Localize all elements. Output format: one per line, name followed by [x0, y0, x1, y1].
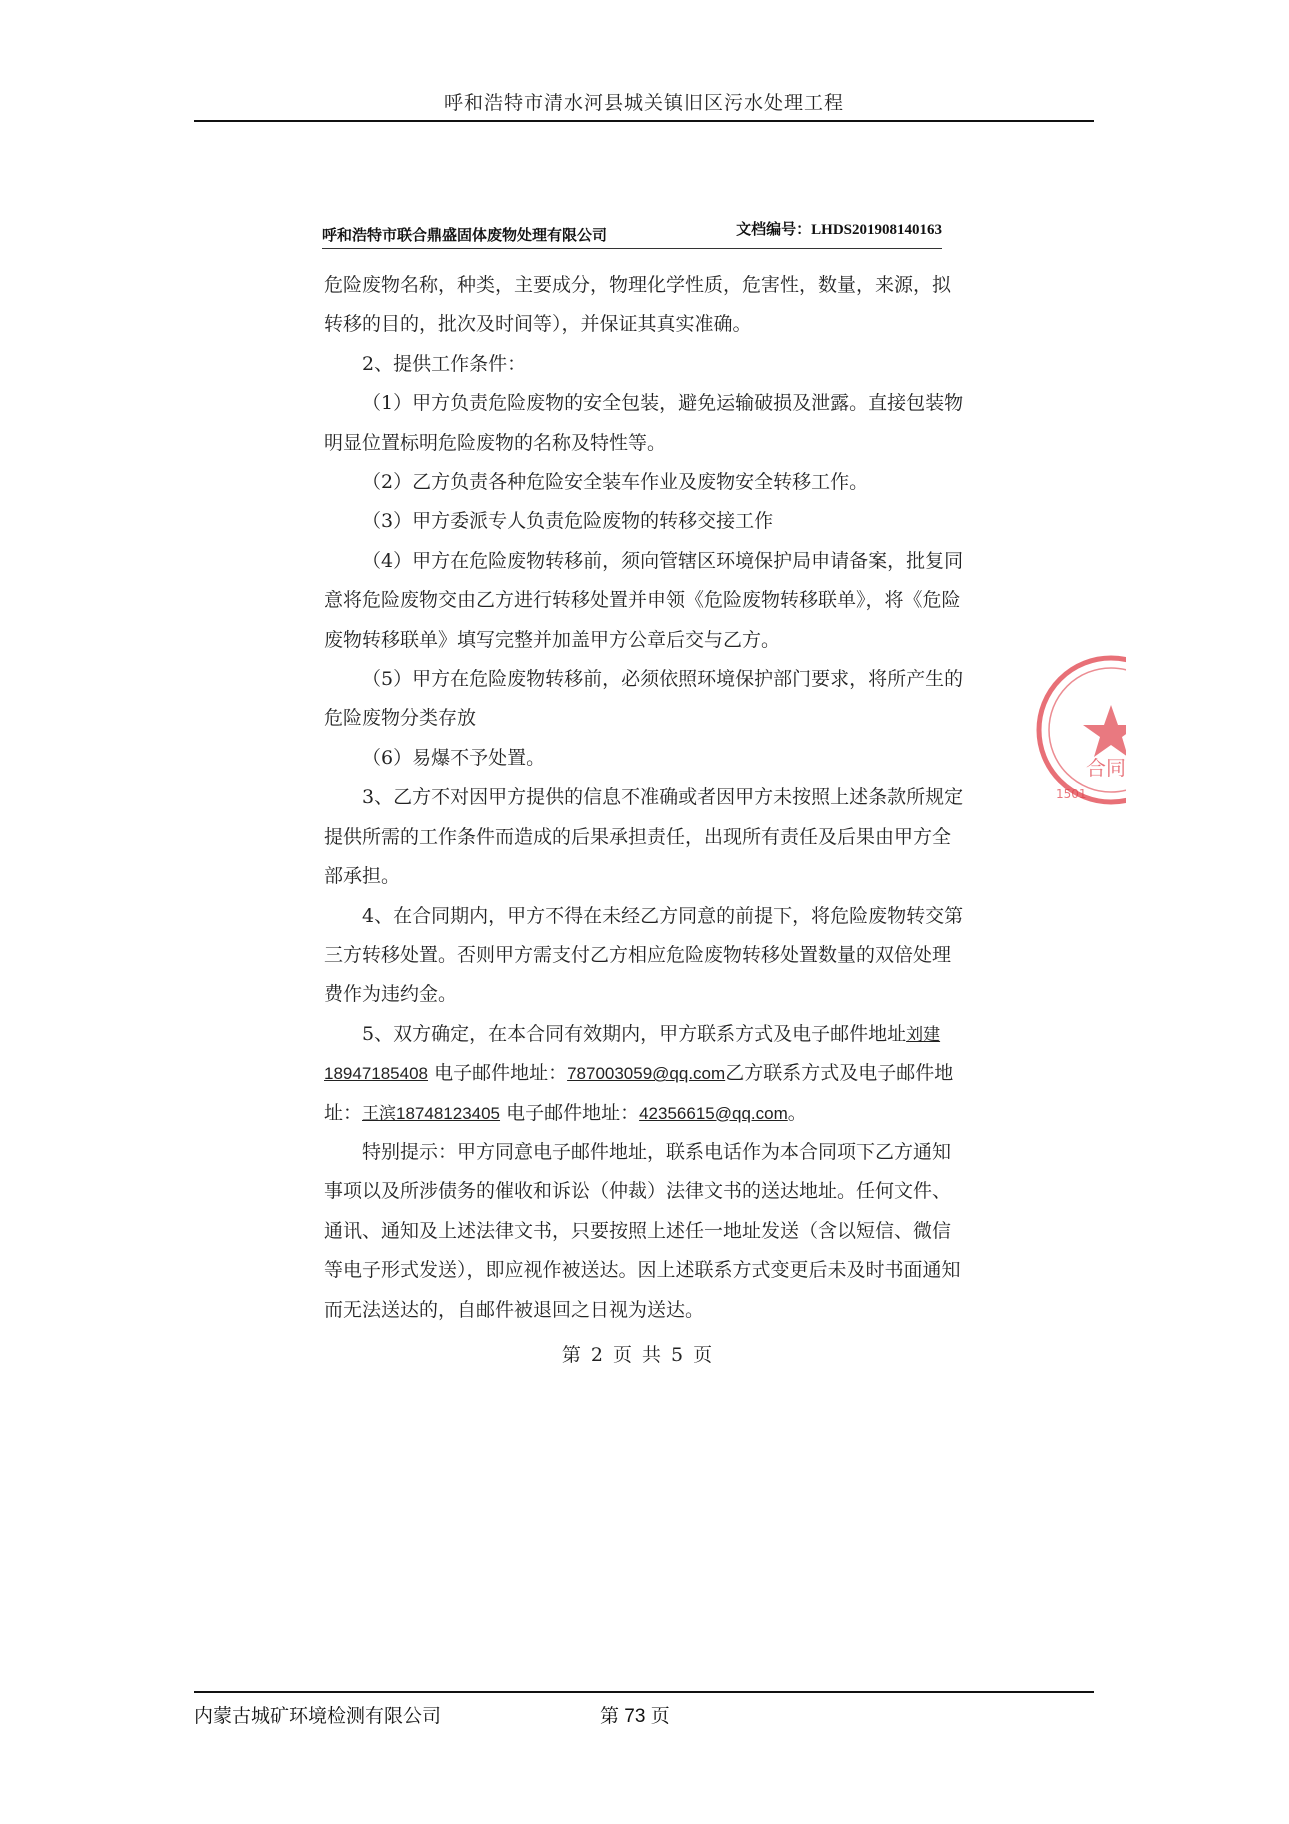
document-number-value: LHDS201908140163: [811, 222, 942, 238]
paragraph-clause-1: （1）甲方负责危险废物的安全包装，避免运输破损及泄露。直接包装物明显位置标明危险废物的名称及特性等。: [324, 392, 964, 454]
seal-star-icon: [1083, 705, 1126, 757]
contract-body: [324, 266, 964, 1330]
page-header-title: 呼和浩特市清水河县城关镇旧区污水处理工程: [443, 92, 844, 114]
document-number-label: 文档编号：: [736, 220, 812, 238]
party-b-email-label: 电子邮件地址：: [506, 1101, 640, 1124]
scan-page-indicator: 第 2 页 共 5 页: [561, 1344, 715, 1366]
footer-divider: [194, 1691, 1094, 1693]
paragraph-section-3: 3、乙方不对因甲方提供的信息不准确或者因甲方未按照上述条款所规定提供所需的工作条件而造成的后果承担责任，出现所有责任及后果由甲方全部承担。: [324, 786, 964, 888]
paragraph-clause-3: （3）甲方委派专人负责危险废物的转移交接工作: [362, 510, 774, 533]
section-5-intro: 5、双方确定，在本合同有效期内，甲方联系方式及电子邮件地址: [362, 1022, 907, 1045]
document-number: [736, 218, 942, 239]
company-seal: [1026, 650, 1126, 810]
paragraph-section-5: [324, 1015, 964, 1133]
footer-page-number: 第 73 页: [600, 1706, 670, 1727]
paragraph-clause-6: （6）易爆不予处置。: [362, 746, 546, 769]
party-b-email: 42356615@qq.com: [639, 1103, 788, 1123]
paragraph-work-conditions: 2、提供工作条件：: [362, 352, 527, 375]
party-b-contact-label: 乙方联系方式及电子邮件地址：: [324, 1062, 954, 1124]
paragraph-special-notice: 特别提示：甲方同意电子邮件地址，联系电话作为本合同项下乙方通知事项以及所涉债务的催收和诉讼（仲裁）法律文书的送达地址。任何文件、通讯、通知及上述法律文书，只要按照上述任一地址发送（含以短信、微信等电子形式发送），即应视作被送达。因上述联系方式变更后未及时书面通知而无法送达的，自邮件被退回之日视为送达。: [324, 1140, 961, 1321]
party-b-contact: 王滨18748123405: [362, 1103, 501, 1123]
seal-number: 1501: [1056, 787, 1087, 801]
paragraph-waste-info: 危险废物名称，种类，主要成分，物理化学性质，危害性，数量，来源，拟转移的目的，批次及时间等），并保证其真实准确。: [324, 274, 952, 336]
scan-header: [322, 220, 942, 246]
party-a-contact: 刘建18947185408: [324, 1024, 941, 1084]
party-a-email: 787003059@qq.com: [567, 1064, 726, 1084]
paragraph-clause-4: （4）甲方在危险废物转移前，须向管辖区环境保护局申请备案，批复同意将危险废物交由乙方进行转移处置并申领《危险废物转移联单》，将《危险废物转移联单》填写完整并加盖甲方公章后交与乙方。: [324, 549, 964, 651]
paragraph-clause-2: （2）乙方负责各种危险安全装车作业及废物安全转移工作。: [362, 471, 869, 494]
footer-company-name: 内蒙古城矿环境检测有限公司: [194, 1706, 442, 1727]
section-5-end: 。: [787, 1101, 807, 1124]
paragraph-section-4: 4、在合同期内，甲方不得在未经乙方同意的前提下，将危险废物转交第三方转移处置。否则甲方需支付乙方相应危险废物转移处置数量的双倍处理费作为违约金。: [324, 904, 964, 1006]
scanned-contract-page: [258, 198, 1018, 1408]
scan-header-divider: [322, 248, 942, 249]
seal-label: 合同: [1086, 756, 1126, 780]
seal-graphic: [1026, 650, 1126, 810]
contractor-company-name: 呼和浩特市联合鼎盛固体废物处理有限公司: [322, 226, 608, 244]
header-divider: [194, 120, 1094, 122]
party-a-email-label: 电子邮件地址：: [434, 1062, 568, 1085]
paragraph-clause-5: （5）甲方在危险废物转移前，必须依照环境保护部门要求，将所产生的危险废物分类存放: [324, 668, 964, 730]
